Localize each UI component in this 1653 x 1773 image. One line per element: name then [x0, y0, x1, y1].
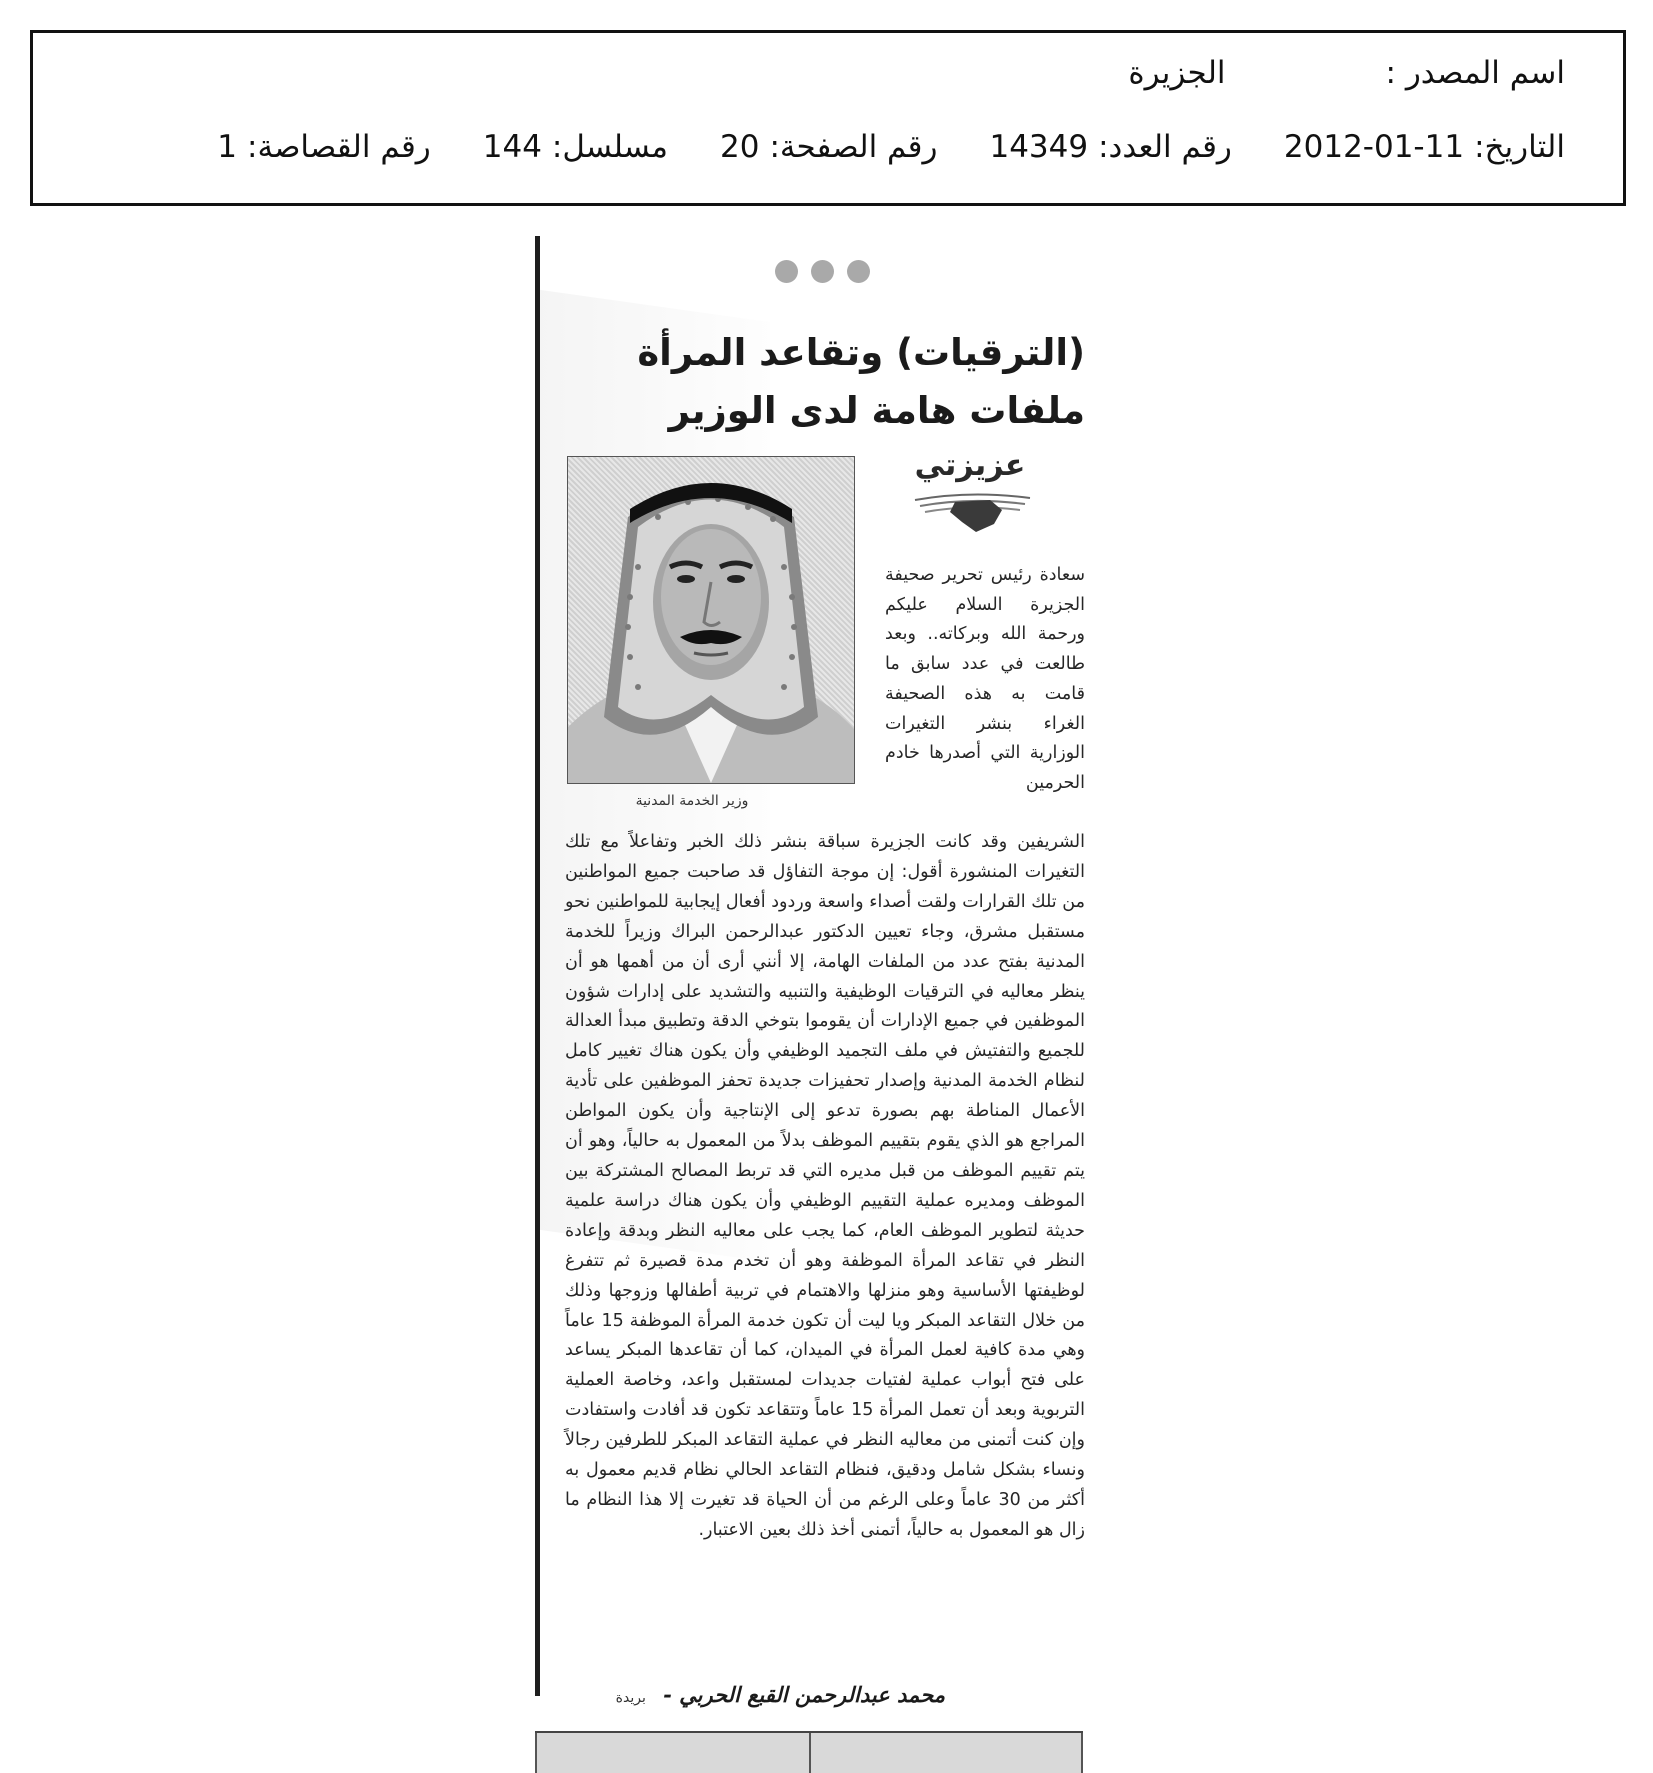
date-label: التاريخ: [1474, 129, 1565, 165]
author-name: محمد عبدالرحمن القبع الحربي - [663, 1682, 945, 1707]
author-signature [616, 1682, 945, 1707]
serial-label: مسلسل: [551, 129, 669, 165]
issue-label: رقم العدد: [1098, 129, 1232, 165]
clipping-metadata-box [30, 30, 1626, 206]
issue-field [989, 129, 1231, 165]
clip-number-label: رقم القصاصة: [247, 129, 431, 165]
clip-number-field [217, 129, 430, 165]
source-row [1128, 55, 1565, 91]
minister-photo [567, 456, 855, 784]
intro-paragraph: سعادة رئيس تحرير صحيفة الجزيرة السلام عليكم ورحمة الله وبركاته.. وبعد طالعت في عدد سابق ما قامت به هذه الصحيفة الغراء بنشر التغيرات الوزارية التي أصدرها خادم الحرمين [885, 565, 1085, 793]
next-article-table-edge [535, 1731, 1083, 1773]
headline-line-2: ملفات هامة لدى الوزير [668, 389, 1085, 432]
section-logo [910, 448, 1045, 543]
serial-value: 144 [482, 129, 542, 165]
date-value: 2012-01-11 [1283, 129, 1465, 165]
newspaper-clipping [535, 236, 1085, 1771]
issue-value: 14349 [989, 129, 1089, 165]
page-field [720, 129, 937, 165]
details-row [217, 129, 1565, 165]
source-label: اسم المصدر : [1385, 55, 1565, 91]
serial-field [483, 129, 668, 165]
page-label: رقم الصفحة: [769, 129, 938, 165]
article-intro-text [885, 561, 1085, 799]
article-headline [565, 324, 1085, 440]
source-value: الجزيرة [1128, 55, 1226, 91]
page-value: 20 [720, 129, 760, 165]
author-city: بريدة [615, 1690, 646, 1706]
clip-number-value: 1 [217, 129, 238, 165]
article-body-text [565, 828, 1085, 1546]
map-swoosh-icon [910, 488, 1035, 538]
section-logo-text: عزيزتي [914, 448, 1026, 483]
date-field [1284, 129, 1565, 165]
body-paragraph: الشريفين وقد كانت الجزيرة سباقة بنشر ذلك الخبر وتفاعلاً مع تلك التغيرات المنشورة أقول: إن موجة التفاؤل قد صاحبت جميع المواطنين من تلك القرارات ولقت أصداء واسعة وردود أفعال إيجابية للمواطنين نحو مستقبل مشرق، وجاء تعيين الدكتور عبدالرحمن البراك وزيراً للخدمة المدنية بفتح عدد من الملفات الهامة، إلا أنني أرى أن من أهمها هو أن ينظر معاليه في الترقيات الوظيفية والتنبيه والتشديد على إدارات شؤون الموظفين في جميع الإدارات أن يقوموا بتوخي الدقة وتطبيق مبدأ العدالة للجميع والتفتيش في ملف التجميد الوظيفي وأن يكون هناك تغيير كامل لنظام الخدمة المدنية وإصدار تحفيزات جديدة تحفز الموظفين على تأدية الأعمال المناطة بهم بصورة تدعو إلى الإنتاجية وأن يكون المواطن المراجع هو الذي يقوم بتقييم الموظف بدلاً من المعمول به حالياً، وهو أن يتم تقييم الموظف من قبل مديره التي قد تربط المصالح المشتركة بين الموظف ومديره عملية التقييم الوظيفي وأن يكون هناك دراسة علمية حديثة لتطوير الموظف العام، كما يجب على معاليه النظر وبدقة وإعادة النظر في تقاعد المرأة الموظفة وهو أن تخدم مدة قصيرة ثم تتفرغ لوظيفتها الأساسية وهو منزلها والاهتمام في تربية أطفالها وزوجها وذلك من خلال التقاعد المبكر ويا ليت أن تكون خدمة المرأة الموظفة 15 عاماً وهي مدة كافية لعمل المرأة في الميدان، كما أن تقاعدها المبكر يساعد على فتح أبواب عملية لفتيات جديدات لمستقبل واعد، وخاصة العملية التربوية وبعد أن تعمل المرأة 15 عاماً وتتقاعد تكون قد أفادت واستفادت وإن كنت أتمنى من معاليه النظر في عملية التقاعد المبكر للطرفين رجالاً ونساء بشكل شامل ودقيق، فنظام التقاعد الحالي نظام قديم معمول به أكثر من 30 عاماً وعلى الرغم من أن الحياة قد تغيرت إلا هذا النظام ما زال هو المعمول به حالياً، أتمنى أخذ ذلك بعين الاعتبار. [565, 832, 1085, 1540]
headline-line-1: (الترقيات) وتقاعد المرأة [637, 331, 1085, 374]
photo-caption: وزير الخدمة المدنية [635, 793, 749, 809]
section-dots-icon [775, 260, 870, 283]
